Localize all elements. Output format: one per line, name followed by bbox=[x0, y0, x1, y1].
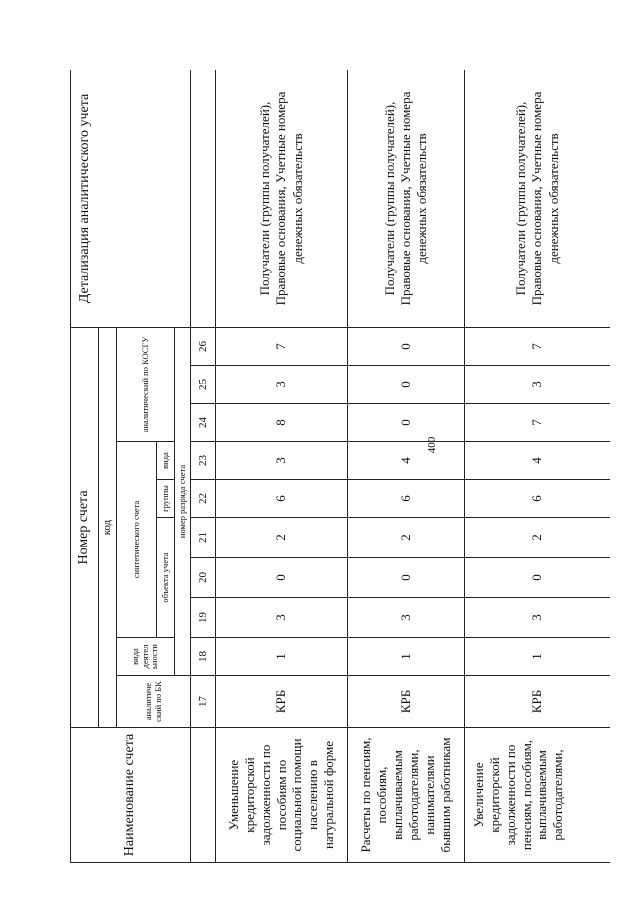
value-cell: 3 bbox=[465, 366, 611, 404]
value-cell: 3 bbox=[348, 598, 465, 638]
object-header: объекта учета bbox=[157, 518, 175, 638]
value-cell: 4 bbox=[348, 442, 465, 480]
digit-cell: 25 bbox=[191, 366, 216, 404]
digit-cell: 22 bbox=[191, 480, 216, 518]
digit-cell: 19 bbox=[191, 598, 216, 638]
table-row bbox=[348, 70, 465, 863]
value-cell: 0 bbox=[348, 327, 465, 365]
value-cell: 6 bbox=[216, 480, 348, 518]
detail-header: Детализация аналитического учета bbox=[71, 70, 191, 327]
value-cell: 7 bbox=[465, 404, 611, 442]
value-cell: 0 bbox=[348, 366, 465, 404]
value-cell: 6 bbox=[348, 480, 465, 518]
value-cell: 2 bbox=[216, 518, 348, 558]
detail-cell: Получатели (группы получателей), Правовые основания, Учетные номера денежных обязательств bbox=[216, 70, 348, 327]
digit-cell: 26 bbox=[191, 327, 216, 365]
activity-type-header: вида деятел ьности bbox=[117, 638, 175, 676]
page-number: 400 bbox=[426, 436, 438, 454]
accounts-table bbox=[70, 70, 610, 863]
analytic-bk-header: аналитиче ский по БК bbox=[117, 676, 191, 728]
digit-cell: 21 bbox=[191, 518, 216, 558]
value-cell: КРБ bbox=[216, 676, 348, 728]
value-cell: 1 bbox=[348, 638, 465, 676]
blank-cell bbox=[191, 728, 216, 863]
value-cell: 2 bbox=[465, 518, 611, 558]
account-name-cell: Увеличение кредиторской задолженности по пенсиям, пособиям, выплачиваемым работодателями, bbox=[465, 728, 611, 863]
value-cell: 0 bbox=[348, 404, 465, 442]
table-row bbox=[465, 70, 611, 863]
digit-cell: 17 bbox=[191, 676, 216, 728]
value-cell: 3 bbox=[465, 598, 611, 638]
value-cell: 1 bbox=[216, 638, 348, 676]
digit-cell: 20 bbox=[191, 558, 216, 598]
account-number-header: Номер счета bbox=[71, 327, 99, 727]
synthetic-header: синтетического счета bbox=[117, 442, 157, 638]
digits-row bbox=[191, 70, 216, 863]
value-cell: 3 bbox=[216, 598, 348, 638]
value-cell: 2 bbox=[348, 518, 465, 558]
value-cell: 3 bbox=[216, 366, 348, 404]
header-row-1 bbox=[71, 70, 99, 863]
account-name-cell: Расчеты по пенсиям, пособиям, выплачиваемым работодателями, нанимателями бывшим работникам bbox=[348, 728, 465, 863]
digit-number-header: номер разряда счета bbox=[175, 327, 191, 675]
group-header: группы bbox=[157, 480, 175, 518]
value-cell: 8 bbox=[216, 404, 348, 442]
code-header: код bbox=[99, 327, 117, 727]
digit-cell: 24 bbox=[191, 404, 216, 442]
account-name-cell: Уменьшение кредиторской задолженности по пособиям по социальной помощи населению в натуральной форме bbox=[216, 728, 348, 863]
detail-cell: Получатели (группы получателей), Правовые основания, Учетные номера денежных обязательств bbox=[348, 70, 465, 327]
value-cell: 6 bbox=[465, 480, 611, 518]
detail-cell: Получатели (группы получателей), Правовые основания, Учетные номера денежных обязательств bbox=[465, 70, 611, 327]
kosgu-header: аналитический по КОСГУ bbox=[117, 327, 175, 441]
value-cell: 1 bbox=[465, 638, 611, 676]
blank-cell bbox=[191, 70, 216, 327]
page-stage bbox=[70, 70, 610, 863]
value-cell: 4 bbox=[465, 442, 611, 480]
rotated-document bbox=[70, 70, 610, 863]
value-cell: 7 bbox=[216, 327, 348, 365]
digit-cell: 18 bbox=[191, 638, 216, 676]
account-name-header: Наименование счета bbox=[71, 728, 191, 863]
value-cell: 0 bbox=[216, 558, 348, 598]
table-row bbox=[216, 70, 348, 863]
value-cell: 7 bbox=[465, 327, 611, 365]
value-cell: КРБ bbox=[465, 676, 611, 728]
value-cell: 0 bbox=[465, 558, 611, 598]
kind-header: вида bbox=[157, 442, 175, 480]
value-cell: КРБ bbox=[348, 676, 465, 728]
value-cell: 0 bbox=[348, 558, 465, 598]
value-cell: 3 bbox=[216, 442, 348, 480]
digit-cell: 23 bbox=[191, 442, 216, 480]
